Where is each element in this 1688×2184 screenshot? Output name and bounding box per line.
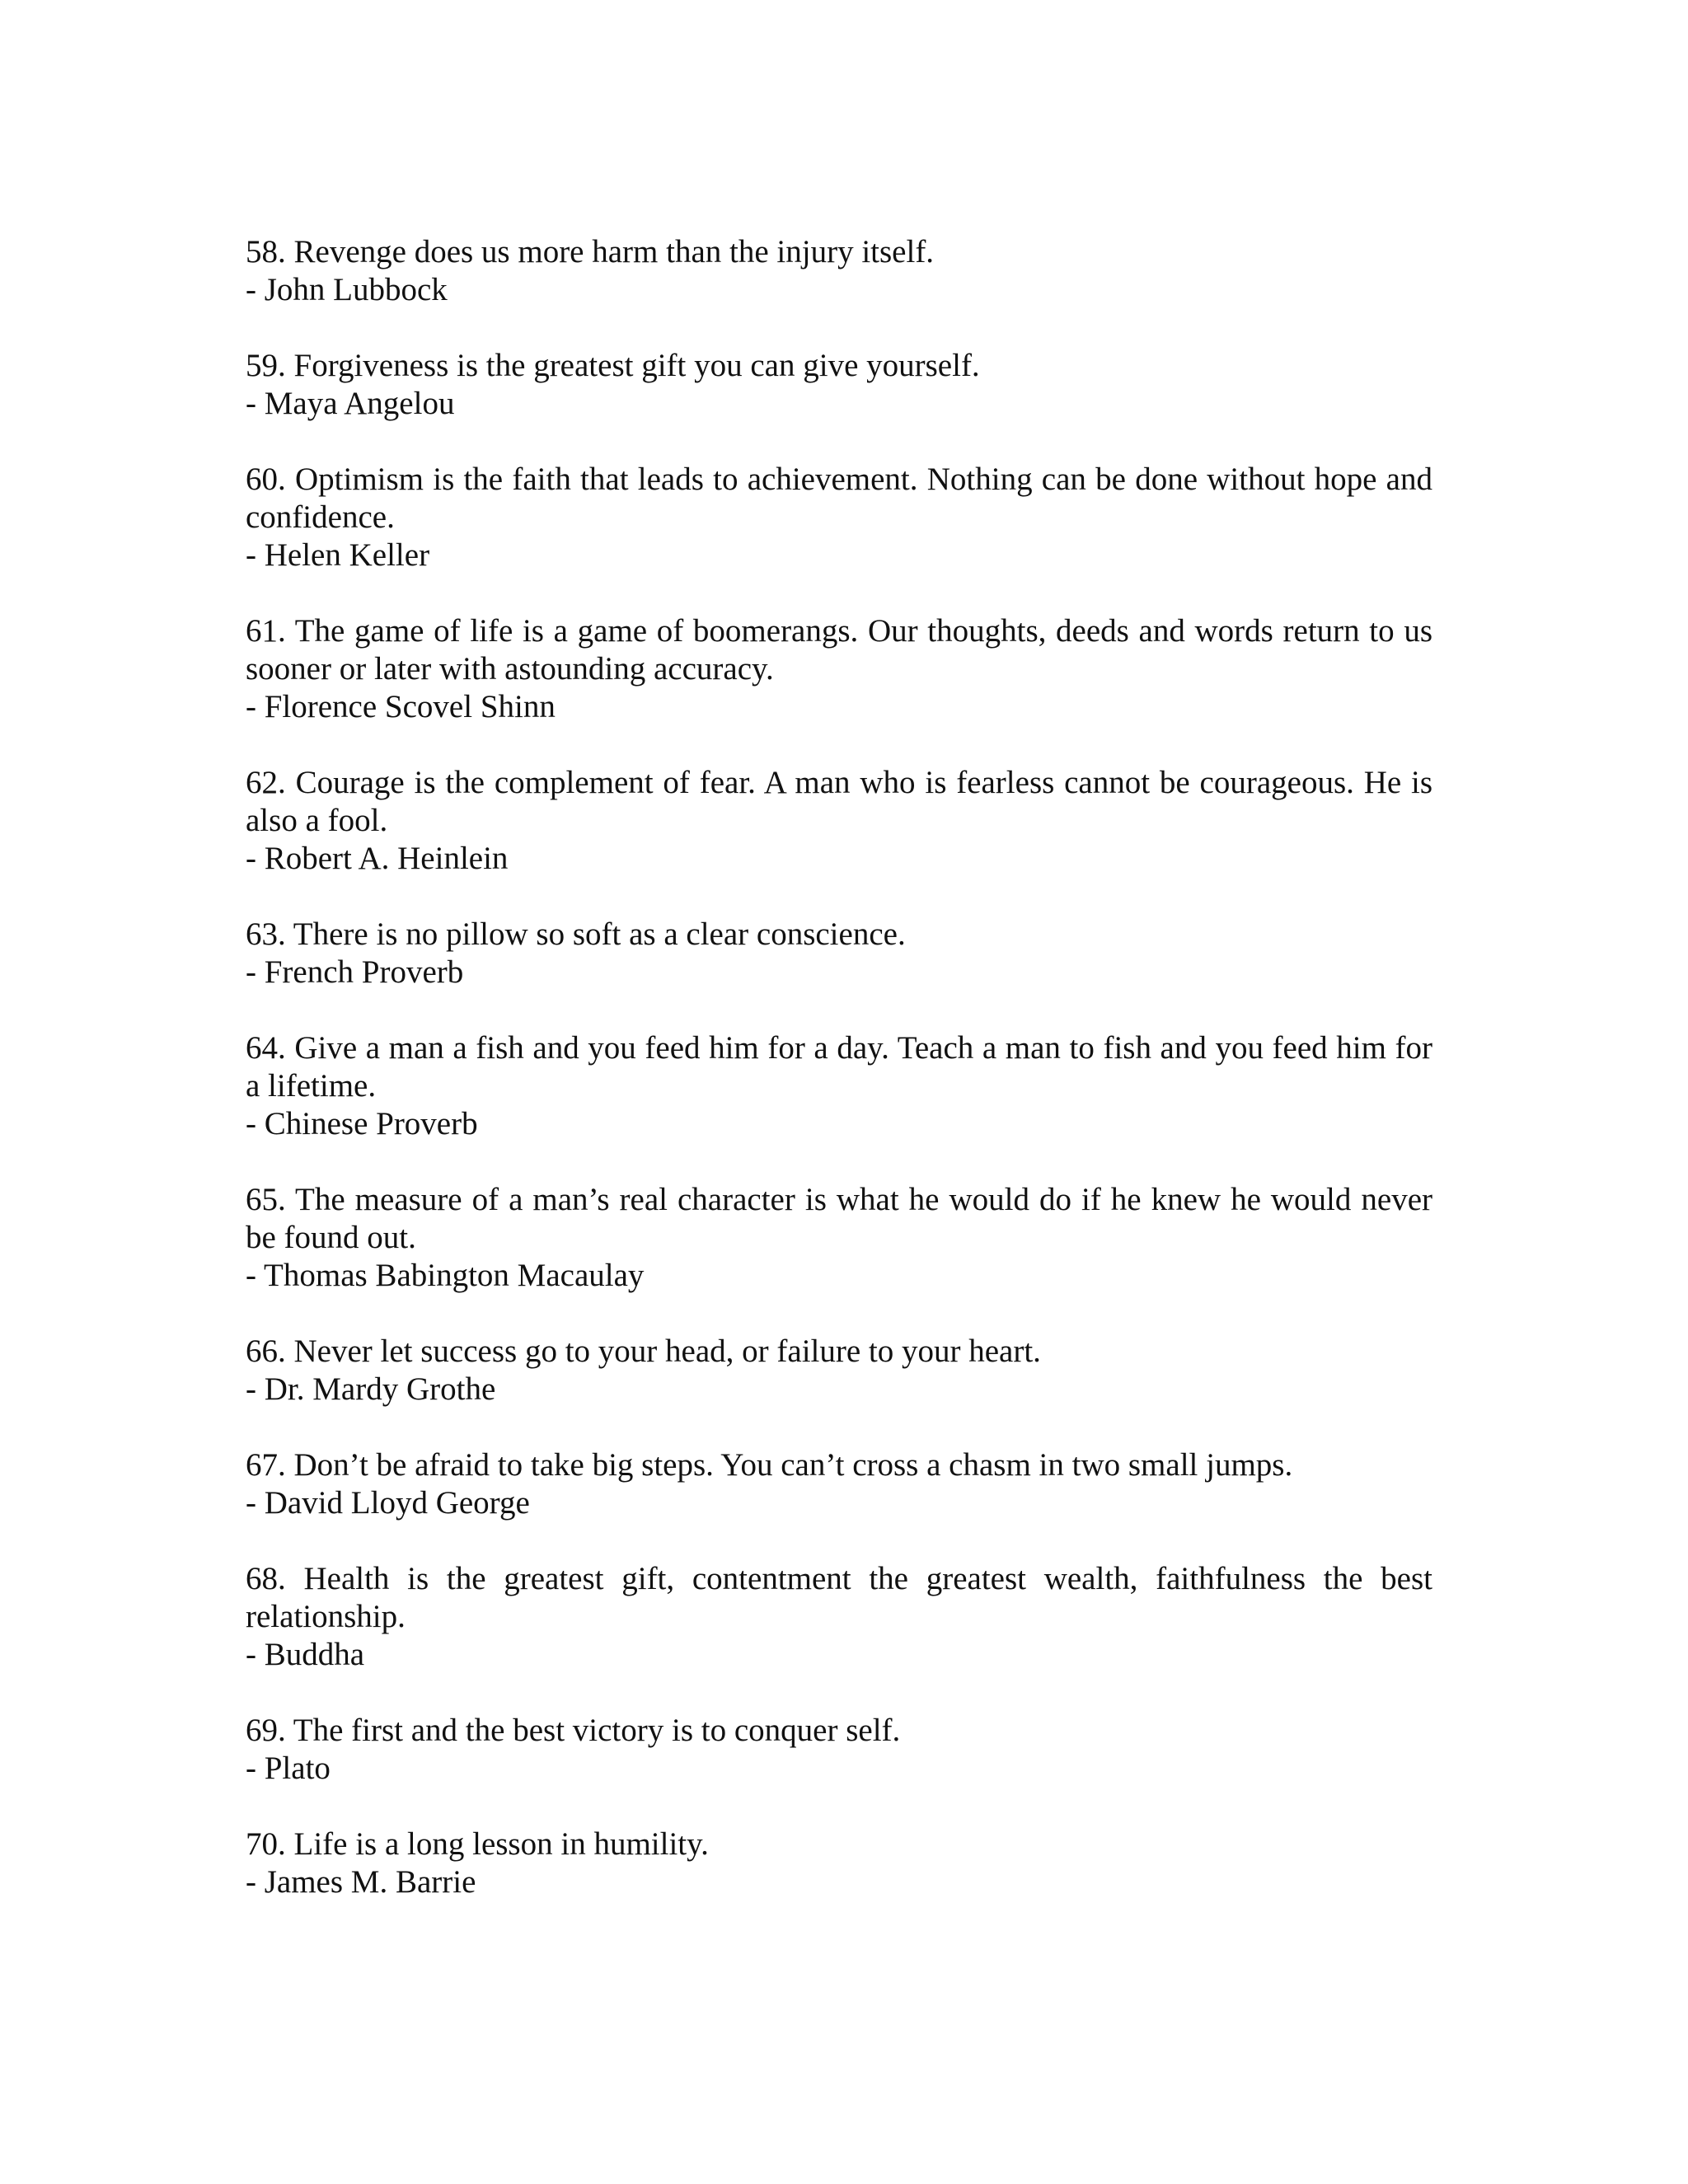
quote-item [246,1333,1432,1408]
quote-author: - James M. Barrie [246,1864,476,1900]
quote-item [246,461,1432,574]
quote-author: - John Lubbock [246,272,448,307]
quote-author: - Helen Keller [246,537,430,573]
quote-item [246,1712,1432,1788]
quote-item [246,1181,1432,1295]
quote-text: 66. Never let success go to your head, or failure to your heart. [246,1333,1041,1369]
quote-item [246,233,1432,309]
quote-text: 63. There is no pillow so soft as a clear conscience. [246,916,906,952]
quote-author: - Plato [246,1750,331,1786]
quote-text: 65. The measure of a man’s real character is what he would do if he knew he would never be found out. [246,1182,1432,1255]
quote-text: 59. Forgiveness is the greatest gift you can give yourself. [246,348,980,383]
quote-text: 61. The game of life is a game of boomerangs. Our thoughts, deeds and words return to us sooner or later with astounding accuracy. [246,613,1432,687]
quote-text: 64. Give a man a fish and you feed him for a day. Teach a man to fish and you feed him for a lifetime. [246,1030,1432,1104]
quote-item [246,612,1432,726]
quote-item [246,1560,1432,1674]
quote-item [246,347,1432,423]
quote-author: - David Lloyd George [246,1485,530,1521]
quote-author: - Dr. Mardy Grothe [246,1371,496,1407]
quote-author: - Robert A. Heinlein [246,841,509,876]
quote-author: - Thomas Babington Macaulay [246,1258,645,1293]
quote-author: - Florence Scovel Shinn [246,689,556,724]
quote-item [246,1029,1432,1143]
quote-text: 67. Don’t be afraid to take big steps. You can’t cross a chasm in two small jumps. [246,1447,1293,1483]
quote-text: 68. Health is the greatest gift, contentment the greatest wealth, faithfulness the best relationship. [246,1561,1432,1634]
quote-item [246,764,1432,878]
quote-author: - Chinese Proverb [246,1106,478,1141]
quote-author: - Maya Angelou [246,386,455,421]
quote-item [246,1825,1432,1901]
quote-author: - Buddha [246,1637,365,1672]
quote-text: 58. Revenge does us more harm than the injury itself. [246,234,935,269]
quote-author: - French Proverb [246,954,464,990]
quote-text: 69. The first and the best victory is to conquer self. [246,1713,901,1748]
quote-item [246,1446,1432,1522]
quote-text: 62. Courage is the complement of fear. A man who is fearless cannot be courageous. He is also a fool. [246,765,1432,838]
quote-text: 70. Life is a long lesson in humility. [246,1826,709,1862]
quote-list [246,233,1432,1939]
quote-item [246,916,1432,991]
quote-text: 60. Optimism is the faith that leads to achievement. Nothing can be done without hope and confidence. [246,462,1432,535]
